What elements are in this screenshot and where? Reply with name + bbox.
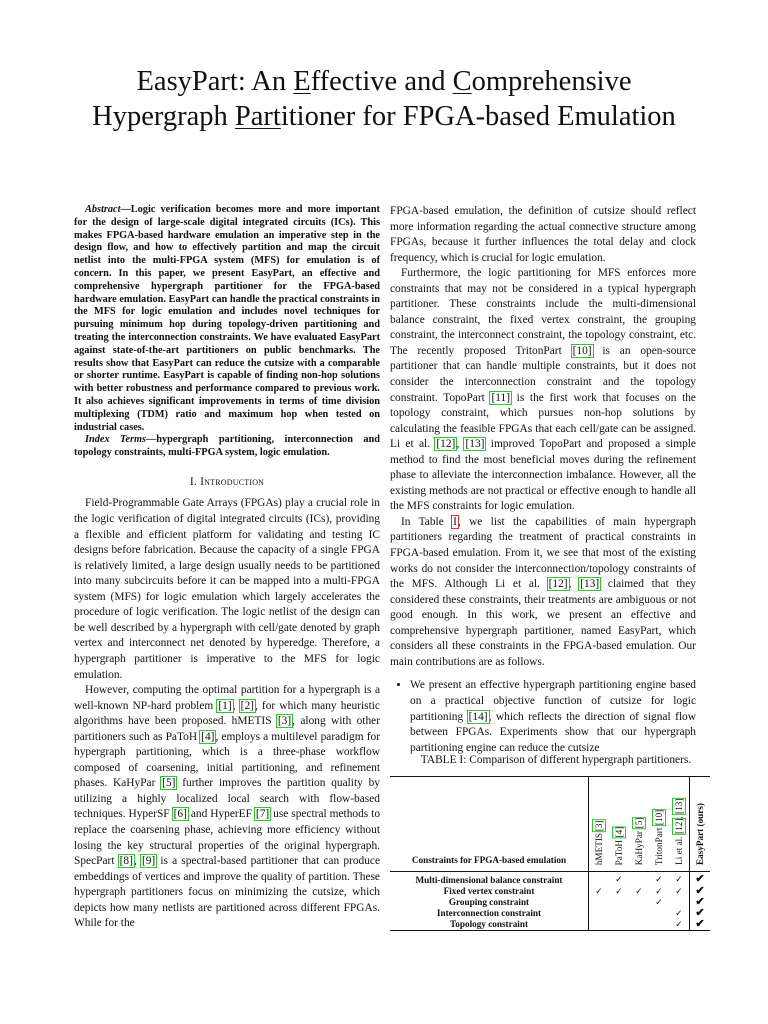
left-column bbox=[74, 204, 380, 932]
table-cell bbox=[589, 919, 610, 931]
table-cell bbox=[589, 897, 610, 908]
citation-link[interactable]: [5] bbox=[634, 817, 644, 829]
table-cell: ✓ bbox=[655, 886, 663, 896]
table-row-label: Multi-dimensional balance constraint bbox=[415, 875, 563, 885]
table-header-hmetis: hMETIS [3] bbox=[589, 777, 610, 872]
table-header-row bbox=[390, 777, 710, 872]
citation-link[interactable]: [10] bbox=[572, 344, 592, 357]
citation-link[interactable]: [4] bbox=[614, 826, 624, 838]
contributions-list bbox=[390, 678, 696, 756]
table-row bbox=[390, 872, 710, 887]
citation-link[interactable]: [8] bbox=[119, 855, 133, 868]
citation-link[interactable]: [13] bbox=[674, 799, 684, 815]
table-caption: TABLE I: Comparison of different hypergraph partitioners. bbox=[420, 754, 692, 766]
table-cell: ✔ bbox=[690, 908, 711, 919]
table-cell: ✔ bbox=[690, 919, 711, 931]
table-cell: ✓ bbox=[675, 908, 683, 918]
citation-link[interactable]: [3] bbox=[277, 715, 292, 728]
table-header-patoh: PaToH [4] bbox=[609, 777, 629, 872]
paper-title bbox=[20, 64, 748, 134]
table-cell: ✔ bbox=[690, 897, 711, 908]
table-cell: ✔ bbox=[690, 886, 711, 897]
table-header-li-et-al: Li et al. [12], [13] bbox=[669, 777, 690, 872]
citation-link[interactable]: [7] bbox=[255, 808, 270, 821]
right-paragraph-3: In Table I, we list the capabilities of main hypergraph partitioners regarding the treatment of practical constraints in FPGA-based emulation. From it, we see that most of the existing works do not consider the interconnection/topology constraints of the MFS. Although Li et al. [12], [13] claimed that they considered these constraints, their treatments are ambiguous or not good enough. In this work, we present an effective and comprehensive hypergraph partitioner, named EasyPart, which considers all these constraints in the FPGA-based emulation. Our main contributions are as follows. bbox=[390, 515, 696, 668]
list-item: • We present an effective hypergraph partitioning engine based on a practical objective function of cutsize for logic partitioning [14], which reflects the direction of signal flow between FPGAs. Experiments show that our hypergraph partitioning engine can reduce the cutsize bbox=[410, 678, 696, 756]
right-column bbox=[390, 204, 696, 756]
table-row-label: Fixed vertex constraint bbox=[443, 886, 535, 896]
table-cell bbox=[629, 908, 649, 919]
table-cell: ✓ bbox=[615, 873, 623, 884]
citation-link[interactable]: [12] bbox=[674, 819, 684, 835]
table-link[interactable]: I bbox=[453, 515, 457, 528]
table-cell bbox=[629, 897, 649, 908]
table-header-tritonpart: TritonPart [10] bbox=[649, 777, 669, 872]
intro-paragraph-2: However, computing the optimal partition for a hypergraph is a well-known NP-hard problem [1], [2], for which many heuristic algorithms have been proposed. hMETIS [3], along with other partitioners such as PaToH [4], employs a multilevel paradigm for hypergraph partitioning, which is a three-phase workflow composed of coarsening, initial partitioning, and refinement phases. KaHyPar [5] further improves the partition quality by utilizing a highly localized local search with flow-based techniques. HyperSF [6] and HyperEF [7] use spectral methods to replace the coarsening phase, achieving more efficiency without losing the key structural properties of the original hypergraph. SpecPart [8], [9] is a spectral-based partitioner that can produce embeddings of vertices and improve the quality of partition. These hypergraph partitioners focus on minimizing the cutsize, which depicts how many netlists are partitioned across different FPGAs. While for the bbox=[74, 684, 381, 930]
citation-link[interactable]: [11] bbox=[491, 391, 511, 404]
table-cell bbox=[609, 897, 629, 908]
citation-link[interactable]: [1] bbox=[218, 699, 232, 712]
table-row-label: Grouping constraint bbox=[448, 897, 530, 907]
citation-link[interactable]: [4] bbox=[201, 730, 215, 743]
right-paragraph-2: Furthermore, the logic partitioning for MFS enforces more constraints that may not be considered in a typical hypergraph partitioner. These constraints include the multi-dimensional balance constraint, the fixed vertex constraint, the grouping constraint, the interconnect constraint, the topology constraint, etc. The recently proposed TritonPart [10] is an open-source partitioner that can handle multiple constraints, but it does not consider the interconnection constraint and the topology constraint. TopoPart [11] is the first work that focuses on the topology constraint, which pursues non-hop solutions by calculating the feasible FPGAs that each cell/gate can be assigned. Li et al. [12], [13] improved TopoPart and proposed a simple method to find the most beneficial moves during the refinement phase to alleviate the interconnection imbalance. However, all the existing methods are not practical or effective enough to handle all the MFS constraints for logic emulation. bbox=[390, 267, 696, 513]
abstract: Abstract—Logic verification becomes more and more important for the design of large-scale digital integrated circuits (ICs). This makes FPGA-based hardware emulation an imperative step in the design flow, and how to effectively partition and map the circuit netlist into the multi-FPGA system (MFS) for emulation is of concern. In this paper, we present EasyPart, an effective and comprehensive hypergraph partitioner for the FPGA-based hardware emulation. EasyPart can handle the practical constraints in the MFS for logic emulation and includes novel techniques for pursuing minimum hop during topology-driven partitioning and treating the interconnection constraints. We have evaluated EasyPart against state-of-the-art partitioners on public benchmarks. The results show that EasyPart can reduce the cutsize with a comparable or shorter runtime. EasyPart is capable of finding non-hop solutions with better robustness and performance compared to previous work. It also achieves significant improvements in terms of time division multiplexing (TDM) ratio and maximum hop when tested on industrial cases. bbox=[74, 204, 380, 433]
title-line-2: Hypergraph Partitioner for FPGA-based Emulation bbox=[92, 101, 676, 132]
table-cell: ✓ bbox=[615, 886, 623, 896]
table-header-kahypar: KaHyPar [5] bbox=[629, 777, 649, 872]
table-cell: ✔ bbox=[690, 872, 711, 887]
table-cell: ✓ bbox=[635, 886, 643, 896]
table-row bbox=[390, 897, 710, 908]
table-cell: ✓ bbox=[655, 873, 663, 884]
citation-link[interactable]: [3] bbox=[594, 819, 604, 831]
table-header-easypart: EasyPart (ours) bbox=[690, 777, 711, 872]
citation-link[interactable]: [12] bbox=[548, 578, 568, 591]
table-cell bbox=[629, 872, 649, 887]
citation-link[interactable]: [10] bbox=[654, 809, 664, 826]
table-cell: ✓ bbox=[589, 886, 610, 897]
table-row bbox=[390, 886, 710, 897]
table-row bbox=[390, 908, 710, 919]
section-heading-introduction: I. Introduction bbox=[189, 474, 265, 488]
citation-link[interactable]: [13] bbox=[580, 578, 600, 591]
table-cell bbox=[629, 919, 649, 931]
table-cell bbox=[589, 872, 610, 887]
right-paragraph-1: FPGA-based emulation, the definition of cutsize should reflect more information regarding the actual connective structure among FPGAs, because it further influences the total delay and clock frequency, which is crucial for logic emulation. bbox=[390, 205, 696, 264]
citation-link[interactable]: [9] bbox=[141, 855, 156, 868]
citation-link[interactable]: [5] bbox=[162, 777, 176, 790]
comparison-table bbox=[390, 776, 710, 931]
table-row-label: Interconnection constraint bbox=[436, 908, 542, 918]
table-cell bbox=[669, 897, 690, 908]
citation-link[interactable]: [13] bbox=[465, 438, 485, 451]
table-row-label: Topology constraint bbox=[390, 919, 589, 931]
table-cell: ✓ bbox=[675, 873, 683, 884]
table-cell: ✓ bbox=[655, 897, 663, 907]
title-line-1: EasyPart: An Effective and Comprehensive bbox=[136, 66, 632, 97]
table-row bbox=[390, 919, 710, 931]
table-cell bbox=[589, 908, 610, 919]
table-cell: ✓ bbox=[669, 919, 690, 931]
citation-link[interactable]: [6] bbox=[173, 808, 187, 821]
intro-paragraph-1: Field-Programmable Gate Arrays (FPGAs) play a crucial role in the logic verification of digital integrated circuits (ICs), providing a flexible and efficient platform for validating and testing IC designs before fabrication. Because the capacity of a single FPGA is relatively limited, a large design usually needs to be partitioned into many subcircuits before it can be mapped into a multi-FPGA system (MFS) for logic emulation which largely accelerates the procedure of logic verification. The logic netlist of the design can be well described by a hypergraph with cell/gate denoted by graph vertex and interconnect net denoted by hyperedge. Therefore, a hypergraph partitioner is imperative to the MFS for logic emulation. bbox=[74, 497, 380, 681]
table-cell bbox=[609, 919, 629, 931]
table-cell bbox=[649, 908, 669, 919]
table-cell: ✓ bbox=[675, 886, 683, 896]
table-header-constraints: Constraints for FPGA-based emulation bbox=[390, 777, 589, 872]
index-terms: Index Terms—hypergraph partitioning, interconnection and topology constraints, multi-FPGA system, logic emulation. bbox=[74, 434, 380, 459]
citation-link[interactable]: [2] bbox=[240, 699, 254, 712]
citation-link[interactable]: [12] bbox=[436, 438, 456, 451]
table-cell bbox=[609, 908, 629, 919]
table-cell bbox=[649, 919, 669, 931]
citation-link[interactable]: [14] bbox=[468, 710, 488, 723]
